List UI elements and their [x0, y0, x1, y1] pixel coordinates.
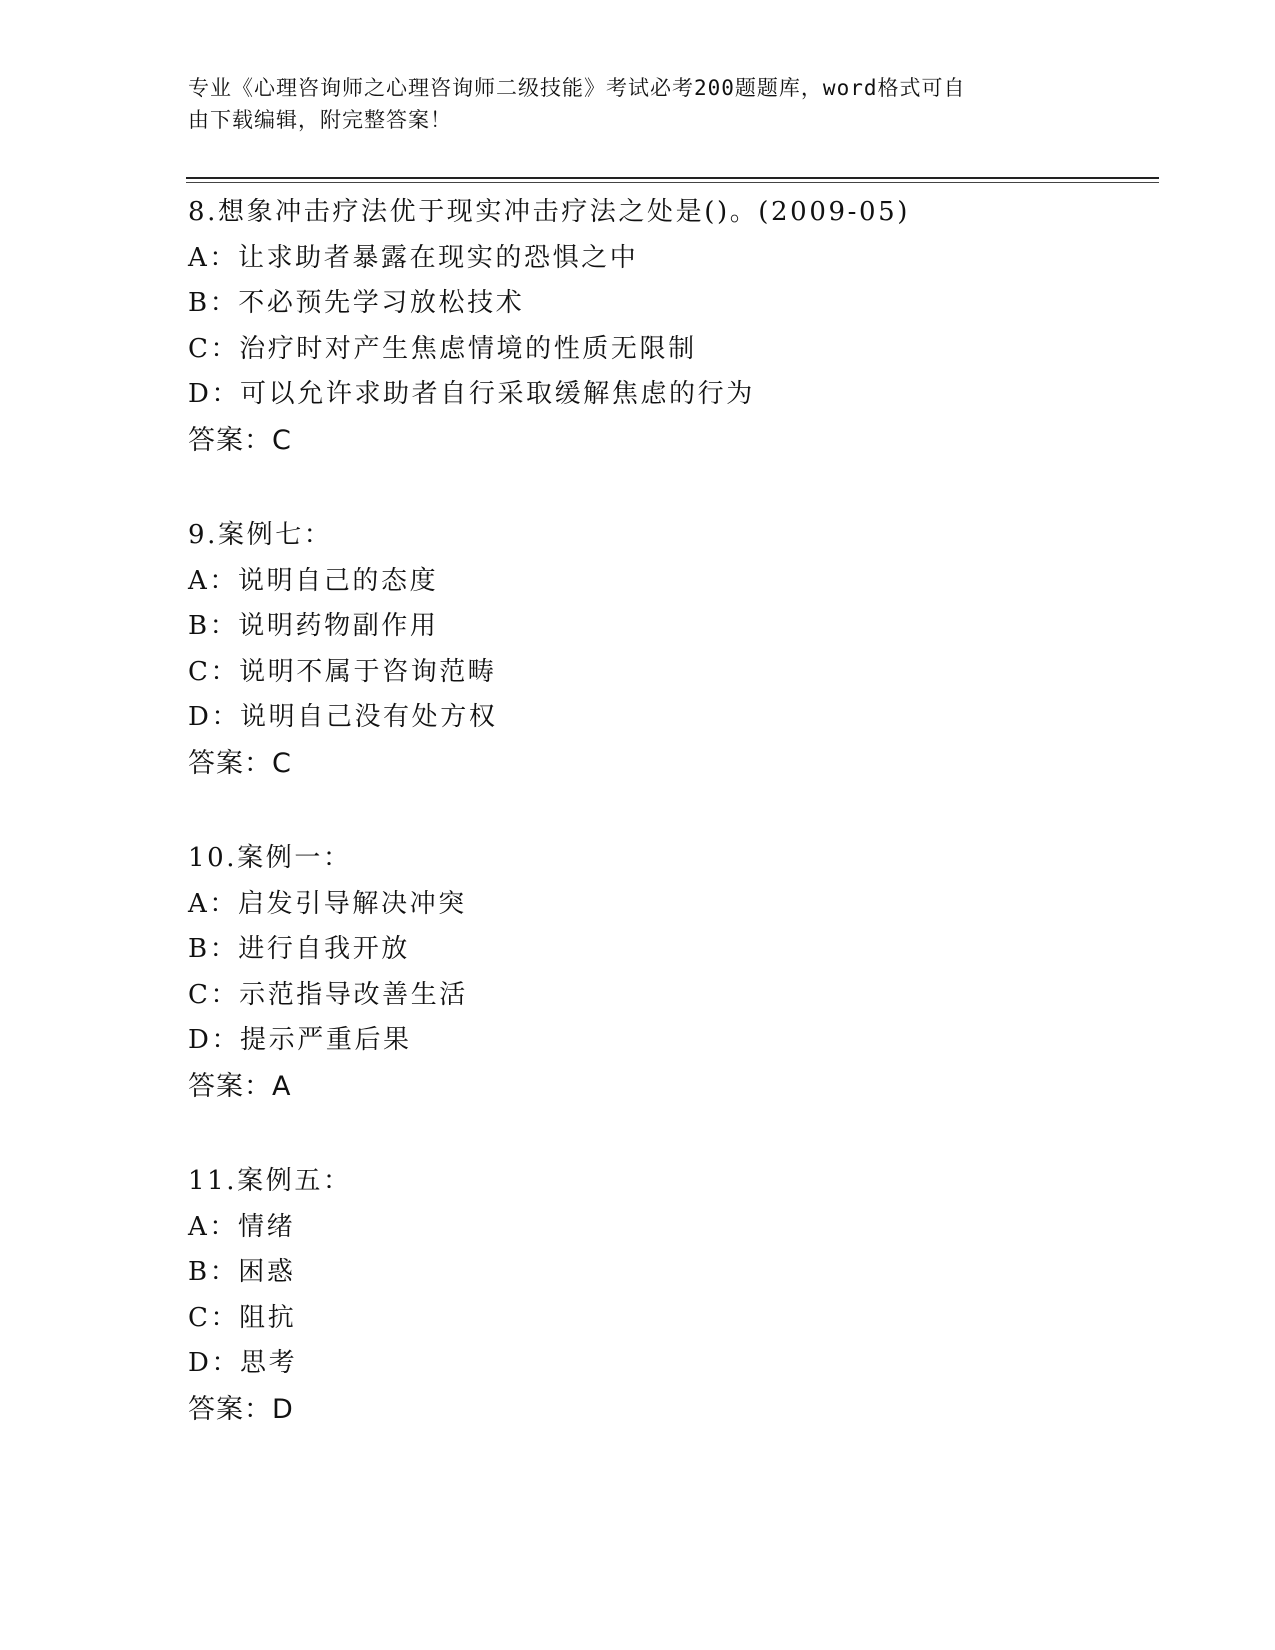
answer-line: 答案：A: [188, 1070, 292, 1102]
option-c: C：治疗时对产生焦虑情境的性质无限制: [188, 333, 697, 364]
question-stem: 11.案例五：: [188, 1166, 352, 1196]
question-stem: 8.想象冲击疗法优于现实冲击疗法之处是()。(2009-05): [188, 197, 911, 227]
option-a: A：说明自己的态度: [188, 565, 439, 596]
option-d: D：可以允许求助者自行采取缓解焦虑的行为: [188, 379, 755, 409]
header-line-2: 由下载编辑，附完整答案！: [188, 108, 452, 132]
option-d: D：提示严重后果: [188, 1025, 412, 1055]
header-divider-thin: [186, 182, 1159, 183]
answer-line: 答案：D: [188, 1393, 294, 1425]
option-c: C：说明不属于咨询范畴: [188, 656, 497, 687]
question-stem: 10.案例一：: [188, 843, 352, 873]
option-c: C：阻抗: [188, 1302, 297, 1333]
option-b: B：不必预先学习放松技术: [188, 288, 525, 318]
header-divider-thick: [186, 177, 1159, 179]
question-11: [188, 1159, 1148, 1432]
option-b: B：进行自我开放: [188, 934, 410, 964]
option-b: B：困惑: [188, 1257, 296, 1287]
answer-line: 答案：C: [188, 747, 292, 779]
option-d: D：思考: [188, 1348, 298, 1378]
option-b: B：说明药物副作用: [188, 611, 439, 641]
answer-line: 答案：C: [188, 424, 292, 456]
option-a: A：启发引导解决冲突: [188, 888, 467, 919]
option-a: A：让求助者暴露在现实的恐惧之中: [188, 242, 639, 273]
document-header: [188, 72, 1068, 136]
question-stem: 9.案例七：: [188, 520, 333, 550]
question-8: [188, 190, 1148, 463]
option-d: D：说明自己没有处方权: [188, 702, 498, 732]
header-line-1: 专业《心理咨询师之心理咨询师二级技能》考试必考200题题库，word格式可自: [188, 76, 966, 100]
question-9: [188, 513, 1148, 786]
option-c: C：示范指导改善生活: [188, 979, 468, 1010]
question-list: [188, 190, 1148, 1482]
question-10: [188, 836, 1148, 1109]
option-a: A：情绪: [188, 1211, 296, 1242]
